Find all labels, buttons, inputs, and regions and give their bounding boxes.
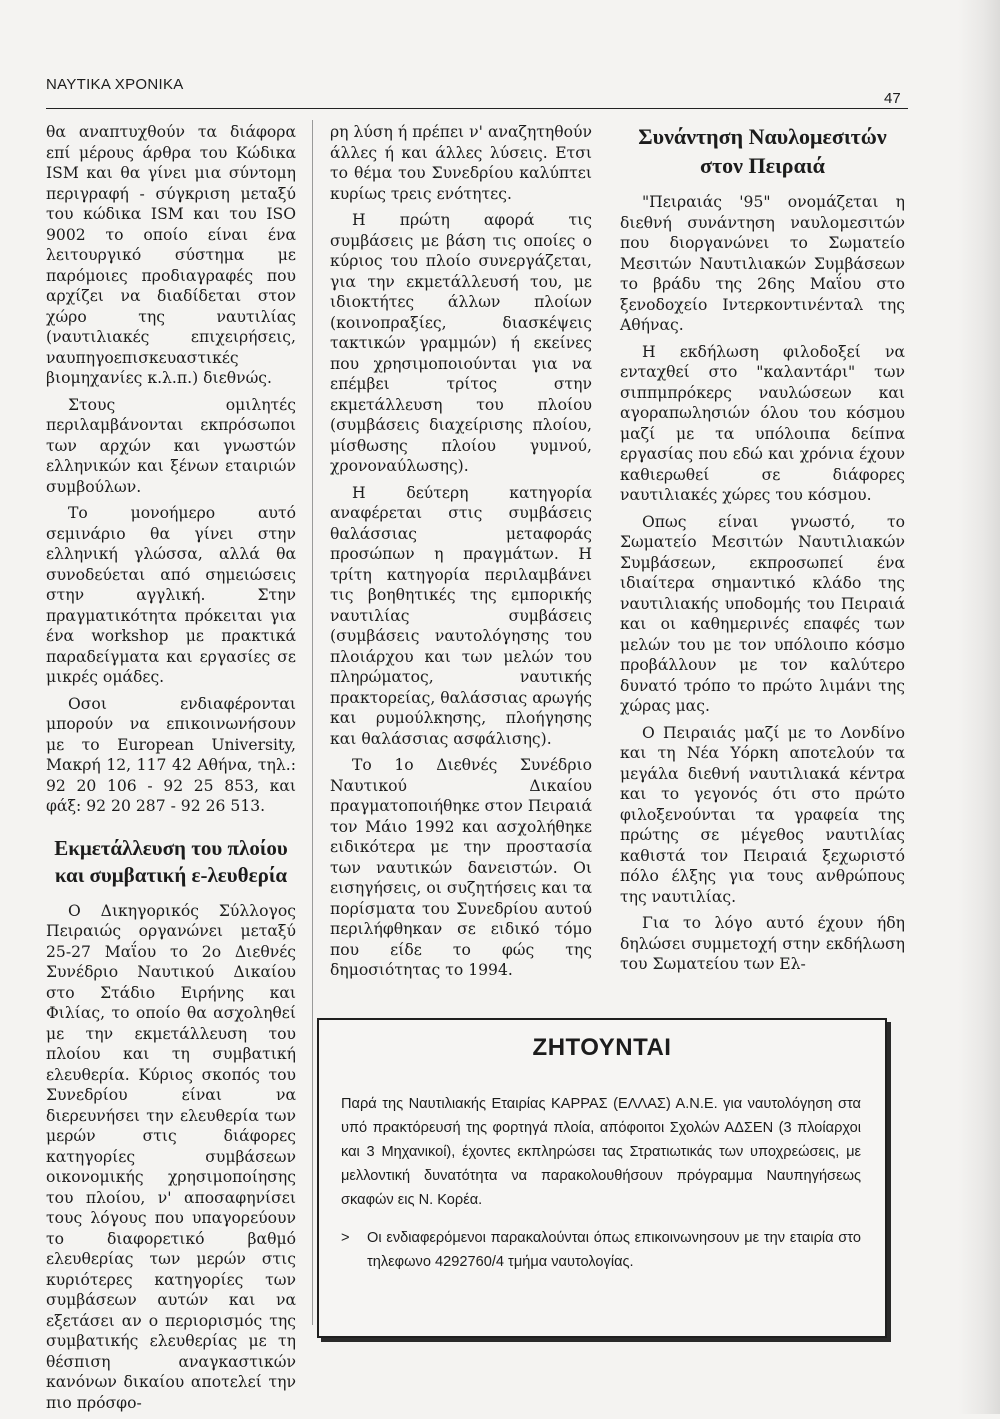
col2-paragraph-3: Η δεύτερη κατηγορία αναφέρεται στις συμβάσεις θαλάσσιας μεταφοράς προσώπων η πραγμάτων. Η τρίτη κατηγορία περιλαμβάνει τις βοηθητικές της εμπορικής ναυτιλίας συμβάσεις (συμβάσεις ναυτολόγησης του πλοιάρχου και των μελών του πληρώματος, ναυτικής πρακτορείας, θαλάσσιας αρωγής και ρυμούλκησης, πλοήγησης και θαλάσσιας ασφάλισης). — [330, 483, 593, 748]
column-divider — [312, 120, 313, 1325]
article-headline-shipbrokers-meeting: Συνάντηση Ναυλομεσιτών στον Πειραιά — [638, 124, 887, 178]
page-number: 47 — [884, 90, 901, 107]
col3-paragraph-3: Οπως είναι γνωστό, το Σωματείο Μεσιτών Ναυτιλιακών Συμβάσεων, εκπροσωπεί ένα ιδιαίτερα σημαντικό κλάδο της ναυτιλιακής υποδομής του Πειραιά και οι καθημερινές επαφές των μελών του με τον υπόλοιπο κόσμο προβάλλουν με τον καλύτερο δυνατό τρόπο το πρώτο λιμάνι της χώρας μας. — [620, 512, 905, 715]
column-1 — [46, 122, 296, 1419]
col3-paragraph-2: Η εκδήλωση φιλοδοξεί να ενταχθεί στο "καλαντάρι" των σιππμπρόκερς ναυλώσεων και αγοραπωλησιών όλου του κόσμου μαζί με τα υπόλοιπα δείπνα εργασίας που εδώ και χρόνια έχουν καθιερωθεί σε διάφορες ναυτιλιακές χώρες του κόσμου. — [620, 342, 905, 504]
col2-paragraph-2: Η πρώτη αφορά τις συμβάσεις με βάση τις οποίες ο κύριος του πλοίο συνεργάζεται, για την εκμετάλλευσή του, με ιδιοκτήτες άλλων πλοίων (κοινοπραξίες, διασκέψεις τακτικών γραμμών) ή εκείνες που χρησιμοποιούνται για να επέμβει τρίτος στην εκμετάλλευση του πλοίου (συμβάσεις διαχείρισης πλοίου, μίσθωσης πλοίου γυμνού, χρονοναύλωσης). — [330, 211, 592, 475]
col1-paragraph-5: Ο Δικηγορικός Σύλλογος Πειραιώς οργανώνει μεταξύ 25-27 Μαΐου το 2ο Διεθνές Συνέδριο Ναυτικού Δικαίου στο Στάδιο Ειρήνης και Φιλίας, το οποίο θα ασχοληθεί με την εκμετάλλευση του πλοίου και τη συμβατική ελευθερία. Κύριος σκοπός του Συνεδρίου είναι να διερευνήσει την ελευθερία των μερών στις διάφορες κατηγορίες συμβάσεων οικονομικής χρησιμοποίησης του πλοίου, ν' αποσαφηνίσει τους λόγους που υπαγορεύουν το διαφορετικό βαθμό ελευθερίας των μερών στις κυριότερες κατηγορίες των συμβάσεων αυτών και να εξετάσει αν ο περιορισμός της συμβατικής ελευθερίας με τη θέσπιση αναγκαστικών κανόνων δικαίου αποτελεί την πιο πρόσφο- — [46, 901, 296, 1412]
advertisement-title: ΖΗΤΟΥΝΤΑΙ — [532, 1034, 672, 1061]
col1-paragraph-4: Οσοι ενδιαφέρονται μπορούν να επικοινωνήσουν με το European University, Μακρή 12, 117 42 Αθήνα, τηλ.: 92 20 106 - 92 25 853, και φάξ: 92 20 287 - 92 26 513. — [46, 694, 296, 815]
col2-paragraph-4: Το 1ο Διεθνές Συνέδριο Ναυτικού Δικαίου πραγματοποιήθηκε στον Πειραιά τον Μάιο 1992 και ασχολήθηκε ειδικότερα με την προστασία των ναυτικών δανειστών. Οι εισηγήσεις, οι συζητήσεις και τα πορίσματα του Συνεδρίου αυτού περιλήφθηκαν σε ειδικό τόμο που είδε το φώς της δημοσιότητας το 1994. — [330, 756, 592, 979]
col3-paragraph-1: "Πειραιάς '95" ονομάζεται η διεθνή συνάντηση ναυλομεσιτών που διοργανώνει το Σωματείο Μεσιτών Ναυτιλιακών Συμβάσεων το βράδυ της 26ης Μαΐου στο ξενοδοχείο Ιντερκοντινένταλ της Αθήνας. — [620, 193, 905, 334]
header-rule — [46, 108, 908, 109]
arrow-bullet-icon: > — [341, 1230, 350, 1246]
col1-paragraph-2: Στους ομιλητές περιλαμβάνονται εκπρόσωποι των αρχών και γνωστών ελληνικών και ξένων εταιριών συμβούλων. — [46, 395, 296, 496]
article-headline-ship-exploitation: Εκμετάλλευση του πλοίου και συμβατική ε-λευθερία — [54, 835, 288, 887]
column-3 — [620, 122, 905, 981]
advertisement-body: Παρά της Ναυτιλιακής Εταιρίας ΚΑΡΡΑΣ (ΕΛΛΑΣ) Α.Ν.Ε. για ναυτολόγηση στα υπό πρακτόρευσή της φορτηγά πλοία, απόφοιτοι Σχολών ΑΔΣΕΝ (3 πλοίαρχοι και 3 Μηχανικοί), έχοντες εκπληρώσει τας Στρατιωτικάς των υποχρεώσεις, με μελλοντική δυνατότητα να παρακολουθήσουν πρόγραμμα Ναυπηγήσεως σκαφών εις Ν. Κορέα. — [341, 1096, 861, 1208]
col2-paragraph-1: ρη λύση ή πρέπει ν' αναζητηθούν άλλες ή και άλλες λύσεις. Ετσι το θέμα του Συνεδρίου καλύπτει κυρίως τρεις ενότητες. — [330, 123, 592, 203]
column-2 — [330, 122, 592, 987]
job-advertisement-box — [317, 1018, 887, 1338]
advertisement-contact-text: Οι ενδιαφερόμενοι παρακαλούνται όπως επικοινωνησουν με την εταιρία στο τηλεφωνο 4292760/4 τμήμα ναυτολογίας. — [367, 1230, 861, 1270]
page-edge-shadow — [958, 0, 1000, 1414]
col3-paragraph-5: Για το λόγο αυτό έχουν ήδη δηλώσει συμμετοχή στην εκδήλωση του Σωματείου των Ελ- — [620, 914, 905, 973]
advertisement-contact — [341, 1226, 861, 1274]
running-head: ΝΑΥΤΙΚΑ ΧΡΟΝΙΚΑ — [46, 76, 184, 93]
col3-paragraph-4: Ο Πειραιάς μαζί με το Λονδίνο και τη Νέα Υόρκη αποτελούν τα μεγάλα διεθνή ναυτιλιακά κέντρα και το γεγονός ότι στο πρώτο φιλοξενούνται τα γραφεία της πρώτης σε μέγεθος ναυτιλίας καθιστά τον Πειραιά ξεχωριστό πόλο έλξης για τους ανθρώπους της ναυτιλίας. — [620, 723, 905, 906]
col1-paragraph-3: Το μονοήμερο αυτό σεμινάριο θα γίνει στην ελληνική γλώσσα, αλλά θα συνοδεύεται από σημειώσεις στην αγγλική. Στην πραγματικότητα πρόκειται για ένα workshop με πρακτικά παραδείγματα και εργασίες σε μικρές ομάδες. — [46, 504, 296, 686]
col1-paragraph-1: θα αναπτυχθούν τα διάφορα επί μέρους άρθρα του Κώδικα ISM και θα γίνει μια σύντομη περιγραφή - σύγκριση μεταξύ του κώδικα ISM και του ISO 9002 το οποίο είναι ένα λειτουργικό σύστημα με παρόμοιες προδιαγραφές που αρχίζει να διαδίδεται στον χώρο της ναυτιλίας (ναυτιλιακές επιχειρήσεις, ναυπηγοεπισκευαστικές βιομηχανίες κ.λ.π.) διεθνώς. — [46, 123, 296, 387]
